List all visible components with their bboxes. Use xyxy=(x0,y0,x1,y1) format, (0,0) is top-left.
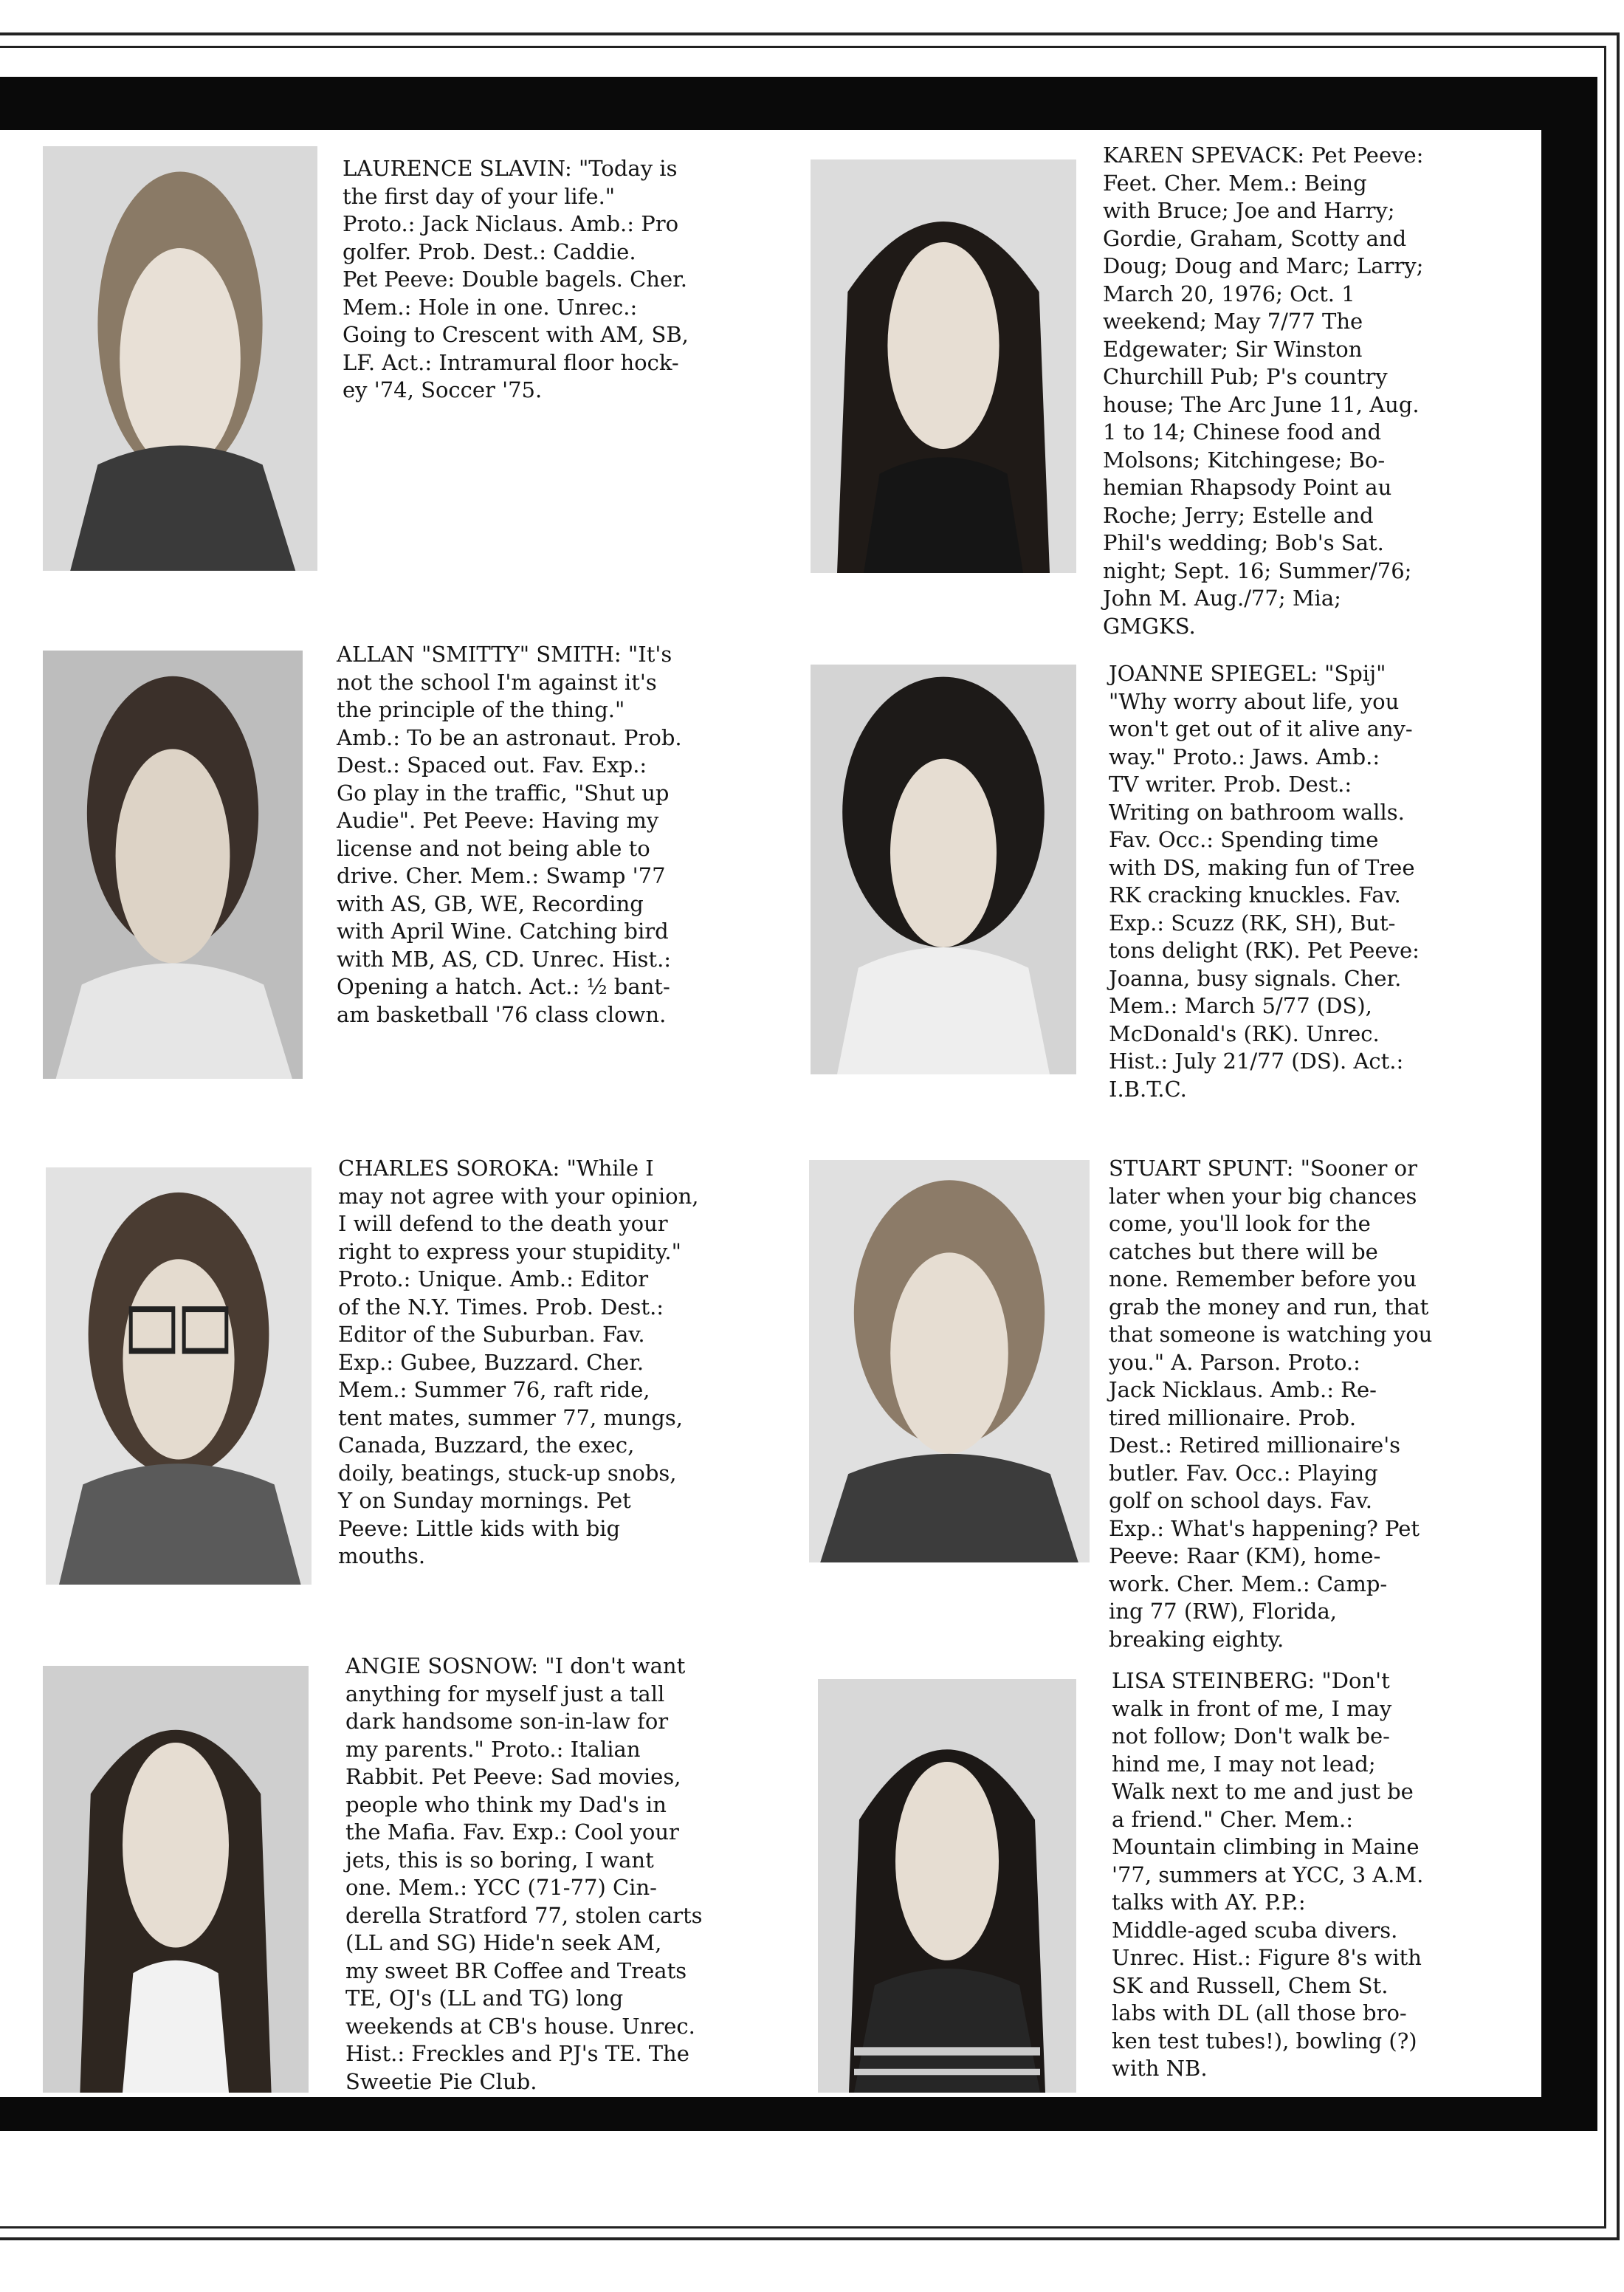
portrait-charles-soroka xyxy=(46,1167,312,1585)
portrait-karen-spevack xyxy=(811,159,1076,573)
portrait-lisa-steinberg xyxy=(818,1679,1076,2093)
yearbook-page xyxy=(0,130,1541,2097)
portrait-joanne-spiegel xyxy=(811,665,1076,1074)
portrait-angie-sosnow xyxy=(43,1666,309,2093)
entry-charles-soroka: CHARLES SOROKA: "While I may not agree with your opinion, I will defend to the death your right to express your stupidity." Proto.: Unique. Amb.: Editor of the N.Y. Times. Prob. Dest.: Editor of the Suburban. Fav. Exp.: Gubee, Buzzard. Cher. Mem.: Summer 76, raft ride, tent mates, summer 77, mungs, Canada, Buzzard, the exec, doily, beatings, stuck-up snobs, Y on Sunday mornings. Pet Peeve: Little kids with big mouths. xyxy=(338,1156,699,1568)
entry-karen-spevack: KAREN SPEVACK: Pet Peeve: Feet. Cher. Mem.: Being with Bruce; Joe and Harry; Gordie, Graham, Scotty and Doug; Doug and Marc; Larry; March 20, 1976; Oct. 1 weekend; May 7/77 The Edgewater; Sir Winston Churchill Pub; P's country house; The Arc June 11, Aug. 1 to 14; Chinese food and Molsons; Kitchingese; Bo- hemian Rhapsody Point au Roche; Jerry; Estelle and Phil's wedding; Bob's Sat. night; Sept. 16; Summer/76; John M. Aug./77; Mia; GMGKS. xyxy=(1103,143,1424,639)
entry-allan-smith: ALLAN "SMITTY" SMITH: "It's not the school I'm against it's the principle of the thing." Amb.: To be an astronaut. Prob. Dest.: Spaced out. Fav. Exp.: Go play in the traffic, "Shut up Audie". Pet Peeve: Having my license and not being able to drive. Cher. Mem.: Swamp '77 with AS, GB, WE, Recording with April Wine. Catching bird with MB, AS, CD. Unrec. Hist.: Opening a hatch. Act.: ½ bant- am basketball '76 class clown. xyxy=(337,642,682,1027)
portrait-stuart-spunt xyxy=(809,1160,1090,1562)
entry-joanne-spiegel: JOANNE SPIEGEL: "Spij" "Why worry about life, you won't get out of it alive any- way." Proto.: Jaws. Amb.: TV writer. Prob. Dest.: Writing on bathroom walls. Fav. Occ.: Spending time with DS, making fun of Tree RK cracking knuckles. Fav. Exp.: Scuzz (RK, SH), But- tons delight (RK). Pet Peeve: Joanna, busy signals. Cher. Mem.: March 5/77 (DS), McDonald's (RK). Unrec. Hist.: July 21/77 (DS). Act.: I.B.T.C. xyxy=(1109,661,1420,1102)
entry-laurence-slavin: LAURENCE SLAVIN: "Today is the first day of your life." Proto.: Jack Niclaus. Amb.: Pro golfer. Prob. Dest.: Caddie. Pet Peeve: Double bagels. Cher. Mem.: Hole in one. Unrec.: Going to Crescent with AM, SB, LF. Act.: Intramural floor hock- ey '74, Soccer '75. xyxy=(343,156,689,402)
portrait-allan-smith xyxy=(43,651,303,1079)
portrait-laurence-slavin xyxy=(43,146,317,571)
entry-angie-sosnow: ANGIE SOSNOW: "I don't want anything for myself just a tall dark handsome son-in-law for my parents." Proto.: Italian Rabbit. Pet Peeve: Sad movies, people who think my Dad's in the Mafia. Fav. Exp.: Cool your jets, this is so boring, I want one. Mem.: YCC (71-77) Cin- derella Stratford 77, stolen carts (LL and SG) Hide'n seek AM, my sweet BR Coffee and Treats TE, OJ's (LL and TG) long weekends at CB's house. Unrec. Hist.: Freckles and PJ's TE. The Sweetie Pie Club. xyxy=(345,1653,703,2094)
entry-stuart-spunt: STUART SPUNT: "Sooner or later when your big chances come, you'll look for the catches but there will be none. Remember before you grab the money and run, that that someone is watching you you." A. Parson. Proto.: Jack Nicklaus. Amb.: Re- tired millionaire. Prob. Dest.: Retired millionaire's butler. Fav. Occ.: Playing golf on school days. Fav. Exp.: What's happening? Pet Peeve: Raar (KM), home- work. Cher. Mem.: Camp- ing 77 (RW), Florida, breaking eighty. xyxy=(1109,1156,1433,1652)
entry-lisa-steinberg: LISA STEINBERG: "Don't walk in front of me, I may not follow; Don't walk be- hind me, I may not lead; Walk next to me and just be a friend." Cher. Mem.: Mountain climbing in Maine '77, summers at YCC, 3 A.M. talks with AY. P.P.: Middle-aged scuba divers. Unrec. Hist.: Figure 8's with SK and Russell, Chem St. labs with DL (all those bro- ken test tubes!), bowling (?) with NB. xyxy=(1112,1668,1424,2081)
